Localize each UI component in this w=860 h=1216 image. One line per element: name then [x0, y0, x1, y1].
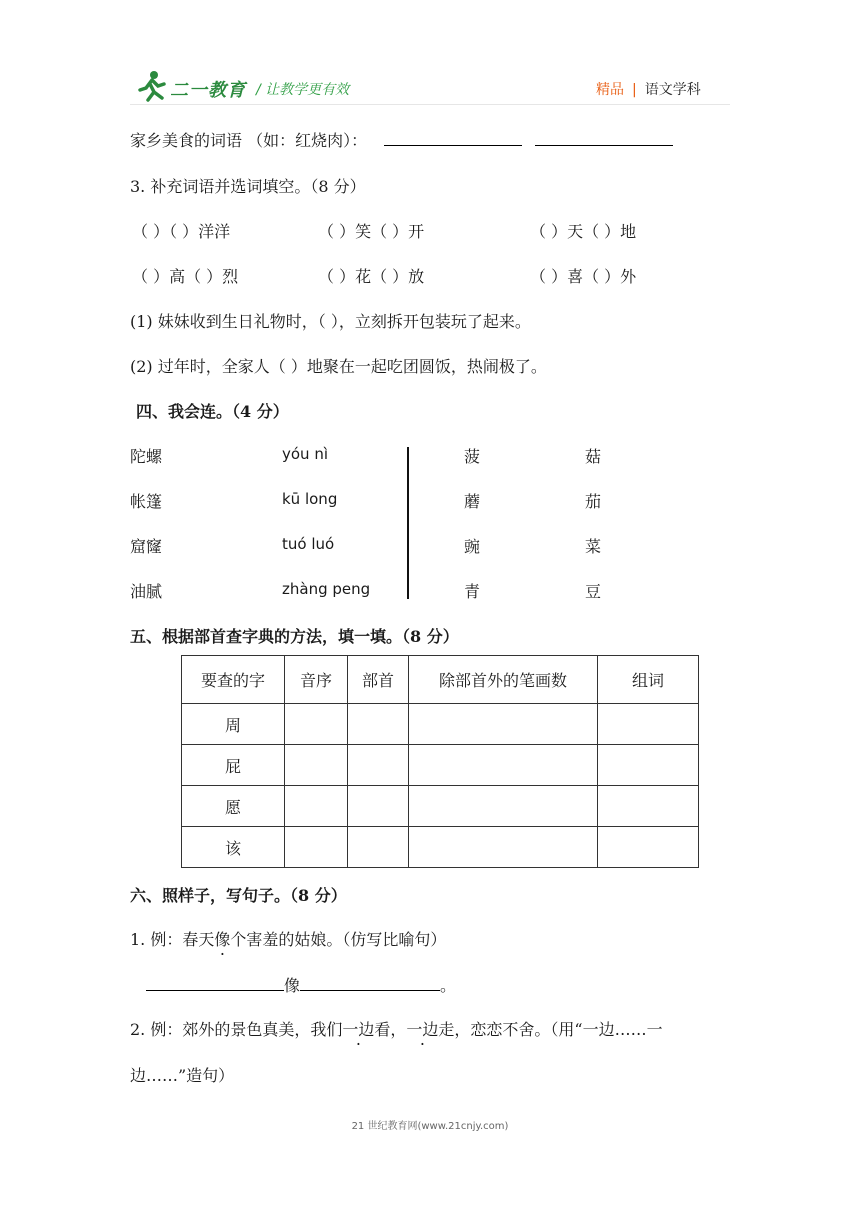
answer-cell[interactable]: [598, 745, 699, 786]
match-pinyin[interactable]: kū long: [282, 490, 338, 508]
table-row: [182, 827, 699, 868]
example-text: 1. 例：春天: [130, 930, 215, 949]
answer-cell[interactable]: [598, 827, 699, 868]
emphasis-word: 像: [214, 930, 231, 949]
q3-sentence-1: (1) 妹妹收到生日礼物时，（ ），立刻拆开包装玩了起来。: [130, 312, 531, 331]
match-pinyin[interactable]: zhàng peng: [282, 580, 371, 598]
example-sentence-1: [130, 927, 446, 950]
q3-idiom: （ ）（ ）洋洋: [132, 222, 231, 241]
lookup-char: 该: [182, 827, 285, 868]
match-char-left[interactable]: 豌: [464, 537, 481, 556]
answer-cell[interactable]: [285, 745, 348, 786]
q3-idiom: （ ）高（ ）烈: [132, 267, 239, 286]
table-row: [182, 786, 699, 827]
answer-cell[interactable]: [409, 704, 598, 745]
header-slogan: / 让教学更有效: [256, 82, 350, 98]
match-pinyin[interactable]: yóu nì: [282, 445, 329, 463]
emphasis-word: 一边: [406, 1020, 439, 1039]
logo-text: 二一教育: [170, 80, 246, 101]
match-char-left[interactable]: 菠: [464, 447, 481, 466]
section4-title: 四、我会连。（4 分）: [136, 402, 289, 421]
example-sentence-2-cont: 边……”造句）: [130, 1066, 235, 1085]
answer-blank[interactable]: [384, 131, 522, 146]
fill-period: 。: [440, 976, 457, 995]
match-char-left[interactable]: 蘑: [464, 492, 481, 511]
lookup-char: 周: [182, 704, 285, 745]
header-subject: [596, 79, 701, 99]
example-text: 2. 例：郊外的景色真美，我们: [130, 1020, 343, 1039]
answer-cell[interactable]: [348, 786, 409, 827]
match-word[interactable]: 陀螺: [130, 447, 163, 466]
table-header: 部首: [348, 656, 409, 704]
match-pinyin[interactable]: tuó luó: [282, 535, 335, 553]
match-char-right[interactable]: 豆: [585, 582, 602, 601]
match-char-right[interactable]: 菜: [585, 537, 602, 556]
answer-blank[interactable]: [535, 131, 673, 146]
example-text: 个害羞的姑娘。（仿写比喻句）: [230, 930, 447, 949]
example-text: 走，恋恋不舍。（用“一边……一: [438, 1020, 663, 1039]
table-header: 除部首外的笔画数: [409, 656, 598, 704]
table-row: [182, 745, 699, 786]
food-words-line: [130, 128, 673, 151]
lookup-char: 愿: [182, 786, 285, 827]
lookup-char: 屁: [182, 745, 285, 786]
fill-sentence-1: [146, 973, 456, 996]
brand-logo: [136, 70, 246, 104]
runner-icon: [136, 70, 170, 102]
header-separator: |: [632, 82, 637, 98]
header-divider: [130, 104, 730, 105]
q3-idiom: （ ）笑（ ）开: [318, 222, 425, 241]
answer-blank[interactable]: [146, 976, 284, 991]
emphasis-word: 一边: [342, 1020, 375, 1039]
example-text: 看，: [374, 1020, 407, 1039]
quality-label: 精品: [596, 82, 624, 98]
food-words-label: 家乡美食的词语 （如：红烧肉）：: [130, 131, 368, 150]
subject-label: 语文学科: [644, 82, 701, 98]
example-sentence-2: [130, 1017, 663, 1040]
section5-title: 五、根据部首查字典的方法，填一填。（8 分）: [130, 627, 459, 646]
column-divider: [407, 447, 409, 599]
table-header: 组词: [598, 656, 699, 704]
answer-cell[interactable]: [285, 704, 348, 745]
answer-cell[interactable]: [285, 786, 348, 827]
q3-title: 3. 补充词语并选词填空。（8 分）: [130, 177, 366, 196]
dictionary-table: [181, 655, 699, 868]
match-char-left[interactable]: 青: [464, 582, 481, 601]
table-row: [182, 704, 699, 745]
answer-cell[interactable]: [409, 786, 598, 827]
answer-cell[interactable]: [598, 704, 699, 745]
table-header: 音序: [285, 656, 348, 704]
q3-idiom: （ ）喜（ ）外: [530, 267, 637, 286]
match-word[interactable]: 窟窿: [130, 537, 163, 556]
table-header: 要查的字: [182, 656, 285, 704]
match-word[interactable]: 帐篷: [130, 492, 163, 511]
answer-cell[interactable]: [285, 827, 348, 868]
answer-cell[interactable]: [598, 786, 699, 827]
fill-connector: 像: [284, 976, 301, 995]
q3-idiom: （ ）花（ ）放: [318, 267, 425, 286]
match-word[interactable]: 油腻: [130, 582, 163, 601]
table-header-row: [182, 656, 699, 704]
section6-title: 六、照样子，写句子。（8 分）: [130, 886, 347, 905]
answer-cell[interactable]: [348, 745, 409, 786]
page-footer: 21 世纪教育网(www.21cnjy.com): [351, 1121, 509, 1132]
answer-cell[interactable]: [409, 745, 598, 786]
match-char-right[interactable]: 菇: [585, 447, 602, 466]
answer-cell[interactable]: [348, 704, 409, 745]
answer-blank[interactable]: [300, 976, 440, 991]
answer-cell[interactable]: [348, 827, 409, 868]
answer-cell[interactable]: [409, 827, 598, 868]
q3-sentence-2: (2) 过年时，全家人（ ）地聚在一起吃团圆饭，热闹极了。: [130, 357, 547, 376]
match-char-right[interactable]: 茄: [585, 492, 602, 511]
q3-idiom: （ ）天（ ）地: [530, 222, 637, 241]
